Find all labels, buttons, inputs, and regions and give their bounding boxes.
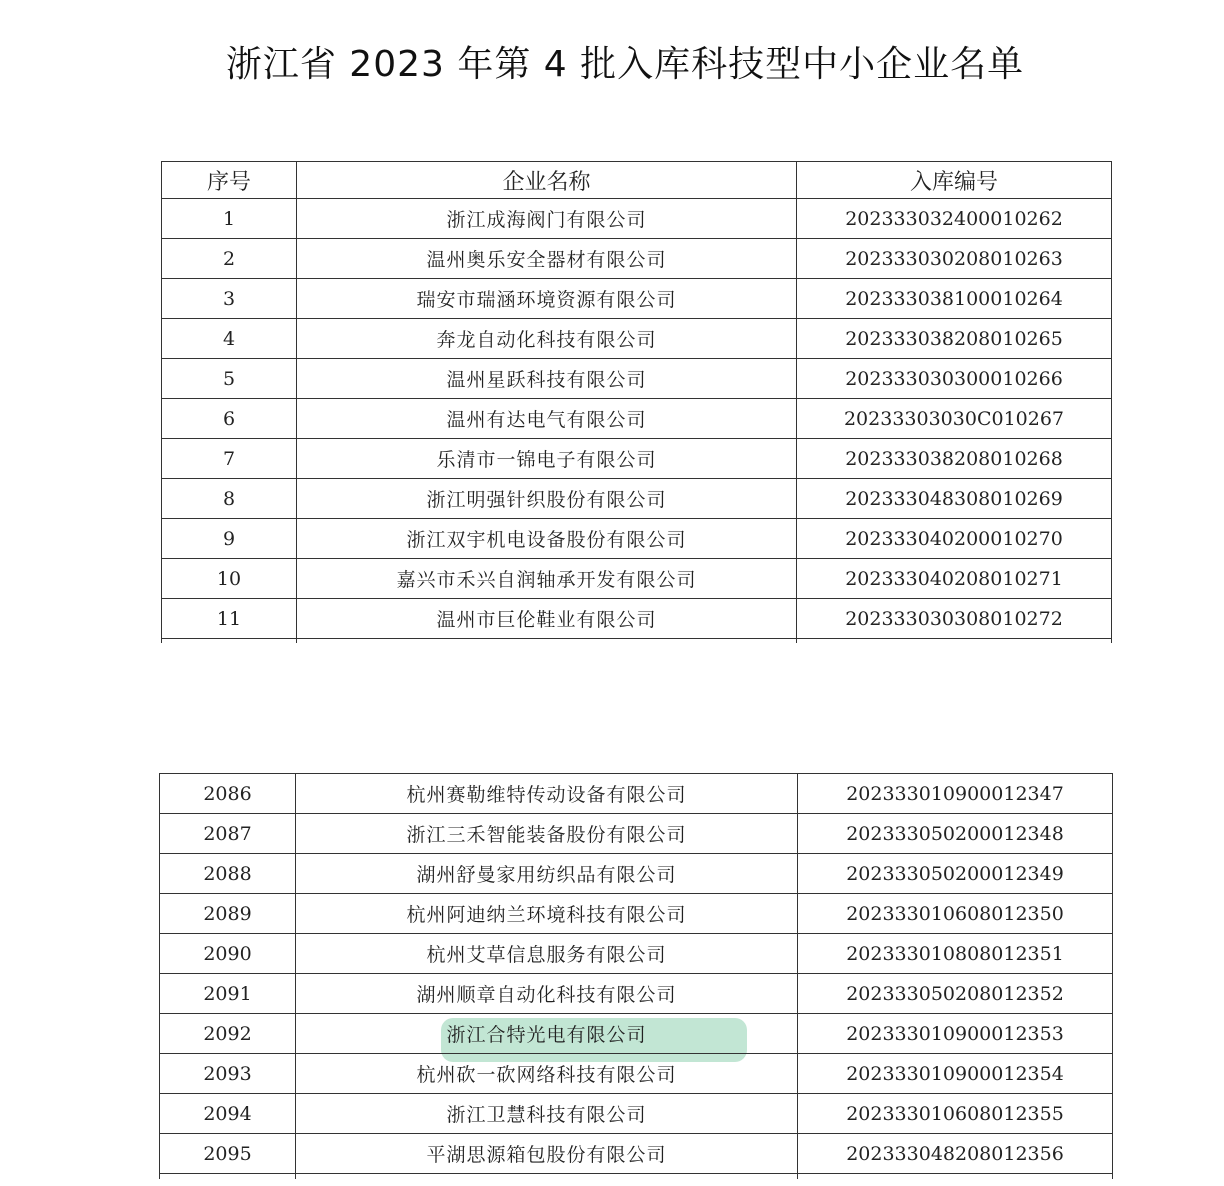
header-code: 入库编号 <box>797 162 1112 199</box>
table-row <box>162 239 1112 279</box>
row-registration-code: 202333010900012347 <box>798 774 1113 814</box>
row-index: 7 <box>162 439 297 479</box>
row-index: 2090 <box>160 934 296 974</box>
row-index: 2089 <box>160 894 296 934</box>
row-company-name: 浙江成海阀门有限公司 <box>297 199 797 239</box>
cutoff-cell <box>297 639 797 644</box>
row-registration-code: 202333040208010271 <box>797 559 1112 599</box>
table-row-cutoff <box>162 639 1112 644</box>
row-company-name: 杭州艾草信息服务有限公司 <box>296 934 798 974</box>
row-company-name: 瑞安市瑞涵环境资源有限公司 <box>297 279 797 319</box>
company-table-bottom <box>159 773 1113 1179</box>
table-row <box>162 439 1112 479</box>
row-registration-code: 202333030208010263 <box>797 239 1112 279</box>
table-row <box>160 854 1113 894</box>
row-index: 2087 <box>160 814 296 854</box>
table-row <box>162 199 1112 239</box>
row-index: 2095 <box>160 1134 296 1174</box>
row-company-name: 温州奥乐安全器材有限公司 <box>297 239 797 279</box>
row-index: 2086 <box>160 774 296 814</box>
table-row <box>162 479 1112 519</box>
document-title: 浙江省 2023 年第 4 批入库科技型中小企业名单 <box>225 44 1025 85</box>
table-row <box>160 974 1113 1014</box>
row-registration-code: 202333050208012352 <box>798 974 1113 1014</box>
row-company-name: 浙江三禾智能装备股份有限公司 <box>296 814 798 854</box>
row-company-name: 浙江明强针织股份有限公司 <box>297 479 797 519</box>
table-row <box>162 519 1112 559</box>
row-registration-code: 202333030300010266 <box>797 359 1112 399</box>
row-company-name: 平湖思源箱包股份有限公司 <box>296 1134 798 1174</box>
row-company-name: 浙江双宇机电设备股份有限公司 <box>297 519 797 559</box>
row-registration-code: 202333010608012355 <box>798 1094 1113 1134</box>
row-company-name: 温州有达电气有限公司 <box>297 399 797 439</box>
row-company-name: 浙江卫慧科技有限公司 <box>296 1094 798 1134</box>
row-registration-code: 202333038208010268 <box>797 439 1112 479</box>
row-company-name: 湖州顺章自动化科技有限公司 <box>296 974 798 1014</box>
row-registration-code: 202333050200012349 <box>798 854 1113 894</box>
row-index: 2092 <box>160 1014 296 1054</box>
row-registration-code: 202333010900012354 <box>798 1054 1113 1094</box>
cutoff-cell <box>160 1174 296 1180</box>
cutoff-cell <box>296 1174 798 1180</box>
row-index: 2 <box>162 239 297 279</box>
table-row <box>162 359 1112 399</box>
row-registration-code: 202333048208012356 <box>798 1134 1113 1174</box>
row-registration-code: 202333010808012351 <box>798 934 1113 974</box>
row-company-name: 温州星跃科技有限公司 <box>297 359 797 399</box>
table-row <box>160 774 1113 814</box>
header-index: 序号 <box>162 162 297 199</box>
table-row <box>160 934 1113 974</box>
row-company-name: 乐清市一锦电子有限公司 <box>297 439 797 479</box>
table-row <box>162 599 1112 639</box>
row-registration-code: 202333032400010262 <box>797 199 1112 239</box>
row-index: 1 <box>162 199 297 239</box>
table-row <box>162 279 1112 319</box>
row-index: 9 <box>162 519 297 559</box>
cutoff-cell <box>162 639 297 644</box>
row-registration-code: 202333010608012350 <box>798 894 1113 934</box>
row-company-name: 杭州赛勒维特传动设备有限公司 <box>296 774 798 814</box>
cutoff-cell <box>797 639 1112 644</box>
row-company-name: 奔龙自动化科技有限公司 <box>297 319 797 359</box>
table-row <box>162 319 1112 359</box>
row-index: 4 <box>162 319 297 359</box>
table-row <box>162 559 1112 599</box>
company-table-top <box>161 161 1112 643</box>
row-index: 6 <box>162 399 297 439</box>
row-index: 2093 <box>160 1054 296 1094</box>
row-company-name: 杭州砍一砍网络科技有限公司 <box>296 1054 798 1094</box>
row-index: 11 <box>162 599 297 639</box>
row-registration-code: 202333010900012353 <box>798 1014 1113 1054</box>
row-company-name: 浙江合特光电有限公司 <box>296 1014 798 1054</box>
row-index: 2088 <box>160 854 296 894</box>
table-row <box>160 1014 1113 1054</box>
row-company-name: 湖州舒曼家用纺织品有限公司 <box>296 854 798 894</box>
row-company-name: 嘉兴市禾兴自润轴承开发有限公司 <box>297 559 797 599</box>
row-index: 3 <box>162 279 297 319</box>
table-header-row <box>162 162 1112 199</box>
table-row <box>160 1094 1113 1134</box>
header-company: 企业名称 <box>297 162 797 199</box>
table-row <box>160 894 1113 934</box>
row-registration-code: 202333040200010270 <box>797 519 1112 559</box>
row-index: 8 <box>162 479 297 519</box>
row-index: 2091 <box>160 974 296 1014</box>
row-registration-code: 202333030308010272 <box>797 599 1112 639</box>
row-index: 10 <box>162 559 297 599</box>
table-row <box>160 1134 1113 1174</box>
row-registration-code: 20233303030C010267 <box>797 399 1112 439</box>
table-row <box>162 399 1112 439</box>
row-registration-code: 202333038100010264 <box>797 279 1112 319</box>
row-registration-code: 202333050200012348 <box>798 814 1113 854</box>
row-index: 2094 <box>160 1094 296 1134</box>
row-company-name: 杭州阿迪纳兰环境科技有限公司 <box>296 894 798 934</box>
table-row <box>160 814 1113 854</box>
row-index: 5 <box>162 359 297 399</box>
row-company-name: 温州市巨伦鞋业有限公司 <box>297 599 797 639</box>
row-registration-code: 202333048308010269 <box>797 479 1112 519</box>
table-row-cutoff <box>160 1174 1113 1180</box>
cutoff-cell <box>798 1174 1113 1180</box>
table-row <box>160 1054 1113 1094</box>
row-registration-code: 202333038208010265 <box>797 319 1112 359</box>
